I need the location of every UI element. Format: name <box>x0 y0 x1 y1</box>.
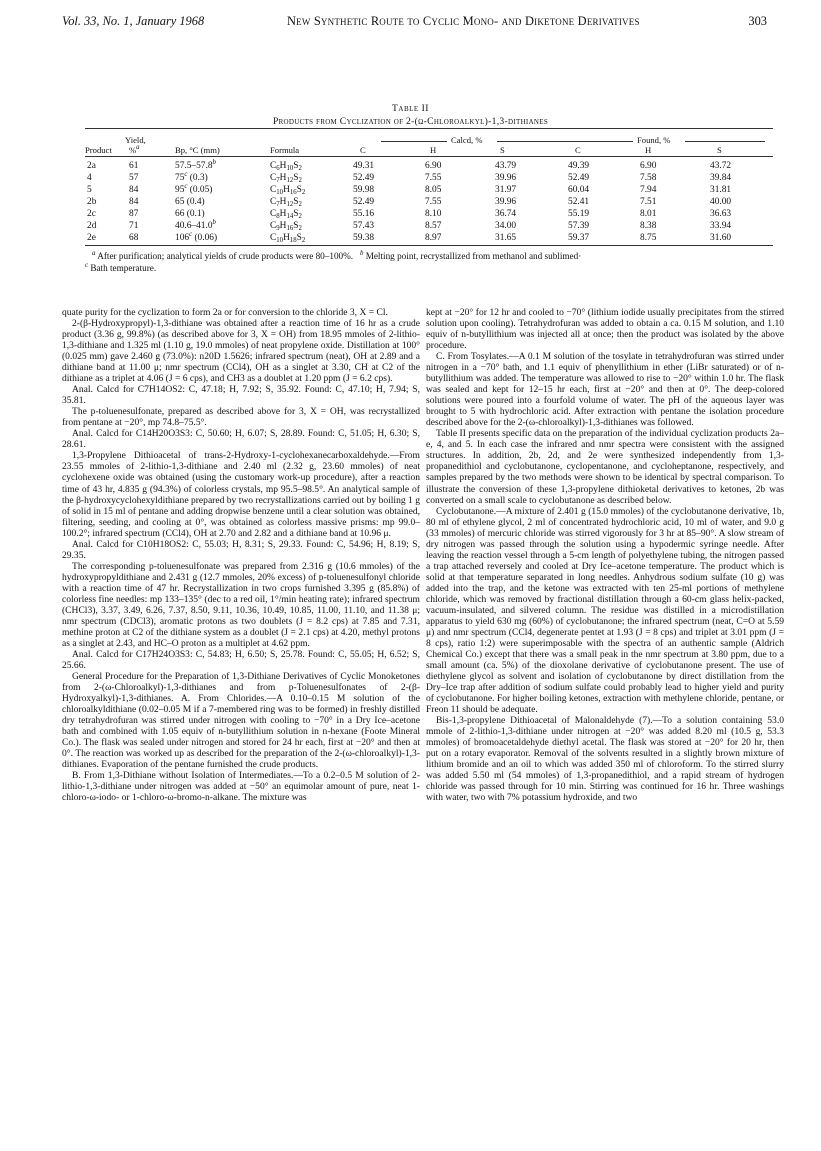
found-s-cell: 39.84 <box>710 173 732 183</box>
calcd-s-cell: 36.74 <box>495 209 517 219</box>
col-calcd-s: S <box>500 145 505 155</box>
bp-cell: 95$^c$ (0.05) <box>175 183 213 195</box>
found-c-cell: 52.41 <box>568 197 590 207</box>
paragraph: B. From 1,3-Dithiane without Isolation of Intermediates.—To a 0.2–0.5 M solution of 2-lithio-1,3-dithiane under nitrogen was added at −50° an equimolar amount of pure, neat 1-chloro-ω-iodo- or 1-chloro-ω-bromo-n-alkane. The mixture was <box>62 770 420 804</box>
paragraph: Cyclobutanone.—A mixture of 2.401 g (15.0 mmoles) of the cyclobutanone derivative, 1b, 80 ml of ethylene glycol, 2 ml of concentrated hydrochloric acid, 10 ml of water, and 9.0 g (33 mmoles) of mercuric chloride was stirred vigorously for 3 hr at 85–90°. A slow stream of dry nitrogen was passed through the solution using a hypodermic syringe needle. After leaving the reaction vessel through a 5-cm length of polyethylene tubing, the nitrogen passed a trap attached reversely and cooled at Dry Ice–acetone temperature. The product which is solid at that temperature separated in long needles. Anhydrous sodium sulfate (10 g) was added into the trap, and the ketone was extracted with ten 25-ml portions of methylene chloride, which was removed by fractional distillation through a 60-cm glass helix-packed, vacuum-insulated, and silvered column. The residue was distilled in a microdistillation apparatus to yield 630 mg (60%) of cyclobutanone; the infrared spectrum (neat, C=O at 5.59 μ) and nmr spectrum (CCl4, degenerate pentet at 1.93 (J = 8 cps) and triplet at 3.01 ppm (J = 8 cps), ratio 1:2) were superimposable with the spectra of an authentic sample (Aldrich Chemical Co.) except that there was a small peak in the nmr spectrum at 3.80 ppm, due to a small amount (ca. 5%) of the dioxolane derivative of cyclobutanone present. The use of diethylene glycol as solvent and isolation of cyclobutanone by direct distillation from the Dry–Ice trap after addition of sodium sulfate could probably lead to higher yield and purity of cyclobutanone. For higher boiling ketones, extraction with methylene chloride, pentane, or Freon 11 should be adequate. <box>426 505 784 716</box>
found-h-cell: 8.75 <box>640 233 657 243</box>
found-s-cell: 31.60 <box>710 233 732 243</box>
found-s-cell: 43.72 <box>710 161 732 171</box>
col-yield-line1: Yield, <box>125 135 146 145</box>
yield-cell: 87 <box>129 209 139 219</box>
calcd-c-cell: 49.31 <box>353 161 375 171</box>
col-found-s: S <box>717 145 722 155</box>
found-c-cell: 52.49 <box>568 173 590 183</box>
found-s-cell: 31.81 <box>710 185 732 195</box>
paragraph: Anal. Calcd for C14H20O3S3: C, 50.60; H, 6.07; S, 28.89. Found: C, 51.05; H, 6.30; S, 28.61. <box>62 428 420 451</box>
table-footnote-c: $^c$ Bath temperature. <box>85 262 157 273</box>
product-id: 2a <box>87 161 96 171</box>
bp-cell: 66 (0.1) <box>175 209 205 219</box>
calcd-s-cell: 31.97 <box>495 185 517 195</box>
yield-cell: 61 <box>129 161 139 171</box>
table-label: Table II <box>392 103 429 114</box>
table-header-rule <box>85 156 773 157</box>
col-yield-line2: %$^a$ <box>129 144 140 155</box>
formula-cell: $C_{10}H_{16}S_2$ <box>270 185 306 196</box>
table-bottom-rule <box>85 245 773 246</box>
group-found: Found, % <box>637 135 671 145</box>
yield-cell: 84 <box>129 197 139 207</box>
product-id: 2c <box>87 209 96 219</box>
bp-cell: 75$^c$ (0.3) <box>175 171 208 183</box>
paragraph: Anal. Calcd for C17H24O3S3: C, 54.83; H, 6.50; S, 25.78. Found: C, 55.05; H, 6.52; S, 25.66. <box>62 648 420 671</box>
found-s-cell: 33.94 <box>710 221 732 231</box>
paragraph: The p-toluenesulfonate, prepared as described above for 3, X = OH, was recrystallized from pentane at −20°, mp 74.8–75.5°. <box>62 406 420 429</box>
calcd-s-cell: 39.96 <box>495 173 517 183</box>
bp-cell: 40.6–41.0$^b$ <box>175 219 216 231</box>
calcd-c-cell: 55.16 <box>353 209 375 219</box>
calcd-h-cell: 8.57 <box>425 221 442 231</box>
calcd-h-cell: 8.97 <box>425 233 442 243</box>
running-header <box>62 10 767 32</box>
paragraph: 2-(β-Hydroxypropyl)-1,3-dithiane was obtained after a reaction time of 16 hr as a crude product (3.36 g, 99.8%) (as described above for 3, X = OH) from 18.95 mmoles of 2-lithio-1,3-dithiane and 1.325 ml (1.10 g, 19.0 mmoles) of neat propylene oxide. Distillation at 100° (0.025 mm) gave 2.460 g (73.0%): n20D 1.5626; infrared spectrum (neat), OH at 2.89 and a dithiane band at 11.00 μ; nmr spectrum (CCl4), OH as a singlet at 3.30, CH at C2 of the dithiane as a triplet at 4.06 (J = 6 cps), and CH3 as a doublet at 1.20 ppm (J = 6.2 cps). <box>62 318 420 385</box>
journal-volume: Vol. 33, No. 1, January 1968 <box>62 14 205 28</box>
paragraph: C. From Tosylates.—A 0.1 M solution of the tosylate in tetrahydrofuran was stirred under nitrogen in a −70° bath, and 1.1 equiv of phenyllithium in ether (LiBr saturated) or of n-butyllithium was added. The temperature was allowed to rise to −20° within 1.0 hr. The flask was sealed and kept for 12–15 hr each, first at −20° and then at 0°. The deep-colored solutions were poured into a fourfold volume of water. The pH of the aqueous layer was brought to 5 with hydrochloric acid. After extraction with pentane the isolation procedure described above for the 2-(ω-chloroalkyl)-1,3-dithianes was followed. <box>426 351 784 429</box>
product-id: 2b <box>87 197 97 207</box>
table-footnote-ab: $^a$ After purification; analytical yields of crude products were 80–100%. $^b$ Melting point, recrystallized from methanol and sublimed· <box>92 250 582 261</box>
paragraph: 1,3-Propylene Dithioacetal of trans-2-Hydroxy-1-cyclohexanecarboxaldehyde.—From 23.55 mmoles of 2-lithio-1,3-dithiane and 2.40 ml (2.32 g, 23.60 mmoles) of neat cyclohexene oxide was obtained (using the customary work-up procedure), after a reaction time of 43 hr, 4.835 g (94.3%) of colorless crystals, mp 95.5–98.5°. An analytical sample of the β-hydroxycyclohexyldithiane prepared by two recrystallizations carried out by boiling 1 g of solid in 15 ml of pentane and adding dropwise benzene until a clear solution was obtained, filtering, seeding, and cooling at 0°, was obtained as colorless massive prisms: mp 99.0–100.2°; infrared spectrum (CCl4), OH at 2.70 and 2.82 and a dithiane band at 10.96 μ. <box>62 450 420 539</box>
found-s-cell: 40.00 <box>710 197 732 207</box>
paragraph: Anal. Calcd for C7H14OS2: C, 47.18; H, 7.92; S, 35.92. Found: C, 47.10; H, 7.94; S, 35.81. <box>62 384 420 407</box>
running-title: New Synthetic Route to Cyclic Mono- and Diketone Derivatives <box>287 14 640 28</box>
right-column <box>426 307 784 803</box>
col-calcd-h: H <box>430 145 437 155</box>
found-rule-left <box>563 141 633 142</box>
found-c-cell: 57.39 <box>568 221 590 231</box>
calcd-h-cell: 8.05 <box>425 185 442 195</box>
group-calcd: Calcd, % <box>451 135 483 145</box>
product-id: 4 <box>87 173 92 183</box>
found-c-cell: 55.19 <box>568 209 590 219</box>
col-found-h: H <box>645 145 652 155</box>
bp-cell: 57.5–57.8$^b$ <box>175 159 216 171</box>
table-title: Products from Cyclization of 2-(ω-Chloroalkyl)-1,3-dithianes <box>272 116 549 127</box>
formula-cell: $C_6H_{10}S_2$ <box>270 161 302 172</box>
found-h-cell: 7.58 <box>640 173 657 183</box>
product-id: 2e <box>87 233 96 243</box>
calcd-c-cell: 59.38 <box>353 233 375 243</box>
col-bp: Bp, °C (mm) <box>175 145 220 155</box>
table-top-rule <box>85 128 773 129</box>
paragraph: Table II presents specific data on the preparation of the individual cyclization products 2a–e, 4, and 5. In each case the infrared and nmr spectra were consistent with the assigned structures. In addition, 2b, 2d, and 2e were synthesized independently from 1,3-propanedithiol and cyclobutanone, cyclopentanone, and cycloheptanone, respectively, and samples prepared by the two methods were shown to be identical by spectral comparison. To illustrate the conversion of these 1,3-propylene dithioketal derivatives to ketones, 2b was converted on a small scale to cyclobutanone as described below. <box>426 428 784 506</box>
bp-cell: 65 (0.4) <box>175 197 205 207</box>
calcd-c-cell: 52.49 <box>353 173 375 183</box>
calcd-s-cell: 34.00 <box>495 221 517 231</box>
calcd-h-cell: 7.55 <box>425 173 442 183</box>
calcd-c-cell: 59.98 <box>353 185 375 195</box>
bp-cell: 106$^c$ (0.06) <box>175 231 218 243</box>
col-calcd-c: C <box>360 145 366 155</box>
paragraph: Anal. Calcd for C10H18OS2: C, 55.03; H, 8.31; S, 29.33. Found: C, 54.96; H, 8.19; S, 29.35. <box>62 538 420 561</box>
found-h-cell: 8.38 <box>640 221 657 231</box>
formula-cell: $C_7H_{12}S_2$ <box>270 197 302 208</box>
found-c-cell: 49.39 <box>568 161 590 171</box>
calcd-rule-left <box>381 141 447 142</box>
page-number: 303 <box>748 14 767 28</box>
found-c-cell: 59.37 <box>568 233 590 243</box>
yield-cell: 68 <box>129 233 139 243</box>
calcd-h-cell: 7.55 <box>425 197 442 207</box>
calcd-h-cell: 8.10 <box>425 209 442 219</box>
found-rule-right <box>685 141 765 142</box>
found-s-cell: 36.63 <box>710 209 732 219</box>
calcd-s-cell: 31.65 <box>495 233 517 243</box>
calcd-c-cell: 52.49 <box>353 197 375 207</box>
paragraph: quate purity for the cyclization to form 2a or for conversion to the chloride 3, X = Cl. <box>62 307 388 318</box>
formula-cell: $C_{10}H_{18}S_2$ <box>270 233 306 244</box>
calcd-s-cell: 39.96 <box>495 197 517 207</box>
formula-cell: $C_9H_{16}S_2$ <box>270 221 302 232</box>
found-h-cell: 8.01 <box>640 209 657 219</box>
calcd-h-cell: 6.90 <box>425 161 442 171</box>
formula-cell: $C_8H_{14}S_2$ <box>270 209 302 220</box>
col-found-c: C <box>575 145 581 155</box>
paragraph: kept at −20° for 12 hr and cooled to −70° (lithium iodide usually precipitates from the stirred solution upon cooling). Tetrahydrofuran was added to obtain a ca. 0.15 M solution, and 1.10 equiv of n-butyllithium was injected all at once; then the product was isolated by the above procedure. <box>426 307 784 352</box>
calcd-rule-right <box>497 141 563 142</box>
left-column <box>62 307 420 803</box>
calcd-s-cell: 43.79 <box>495 161 517 171</box>
paragraph: The corresponding p-toluenesulfonate was prepared from 2.316 g (10.6 mmoles) of the hydroxypropyldithiane and 2.431 g (12.7 mmoles, 20% excess) of p-toluenesulfonyl chloride with a reaction time of 47 hr. Recrystallization in two crops furnished 3.395 g (85.8%) of colorless fine needles: mp 133–135° (dec to a red oil, 1°/min heating rate); infrared spectrum (CHCl3), 3.37, 3.49, 6.26, 7.37, 8.50, 9.11, 10.36, 10.49, 10.85, 11.00, 11.10, and 11.38 μ; nmr spectrum (CDCl3), aromatic protons as two doublets (J = 8.2 cps) at 7.85 and 7.31, methine proton at C2 of the dithiane system as a doublet (J = 2.1 cps) at 4.20, methyl protons as a singlet at 2.43, and HC–O proton as a multiplet at 4.62 ppm. <box>62 560 420 649</box>
found-c-cell: 60.04 <box>568 185 590 195</box>
yield-cell: 71 <box>129 221 139 231</box>
formula-cell: $C_7H_{12}S_2$ <box>270 173 302 184</box>
paragraph: Bis-1,3-propylene Dithioacetal of Malonaldehyde (7).—To a solution containing 53.0 mmole of 2-lithio-1,3-dithiane under nitrogen at −20° was added 8.20 ml (10.5 g, 53.3 mmoles) of bromoacetaldehyde diethyl acetal. The flask was stored at −20° for 20 hr, then put on a rotary evaporator. Removal of the solvents resulted in a slightly brown mixture of lithium bromide and an oil to which was added 350 ml of chloroform. To the stirred slurry was added 5.50 ml (54 mmoles) of 1,3-propanedithiol, and a rapid stream of hydrogen chloride was passed through for 10 min. Stirring was continued for 16 hr. Three washings with water, two with 7% potassium hydroxide, and two <box>426 715 784 804</box>
found-h-cell: 7.94 <box>640 185 657 195</box>
found-h-cell: 7.51 <box>640 197 657 207</box>
yield-cell: 84 <box>129 185 139 195</box>
found-h-cell: 6.90 <box>640 161 657 171</box>
product-id: 2d <box>87 221 97 231</box>
product-id: 5 <box>87 185 92 195</box>
paragraph: General Procedure for the Preparation of 1,3-Dithiane Derivatives of Cyclic Monoketones from 2-(ω-Chloroalkyl)-1,3-dithianes and from p-Toluenesulfonates of 2-(β-Hydroxyalkyl)-1,3-dithianes. A. From Chlorides.—A 0.10–0.15 M solution of the chloroalkyldithiane (0.02–0.05 M if a 7-membered ring was to be formed) in freshly distilled dry tetrahydrofuran was stirred under nitrogen with cooling to −70° in a Dry Ice–acetone bath and combined with 1.05 equiv of n-butyllithium solution in n-hexane (Foote Mineral Co.). The flask was sealed under nitrogen and stored for 24 hr each, first at −20° and then at 0°. The reaction was worked up as described for the preparation of the 2-(ω-chloroalkyl)-1,3-dithianes. Evaporation of the pentane furnished the crude products. <box>62 671 420 771</box>
col-product: Product <box>85 145 112 155</box>
yield-cell: 57 <box>129 173 139 183</box>
calcd-c-cell: 57.43 <box>353 221 375 231</box>
col-formula: Formula <box>270 145 300 155</box>
